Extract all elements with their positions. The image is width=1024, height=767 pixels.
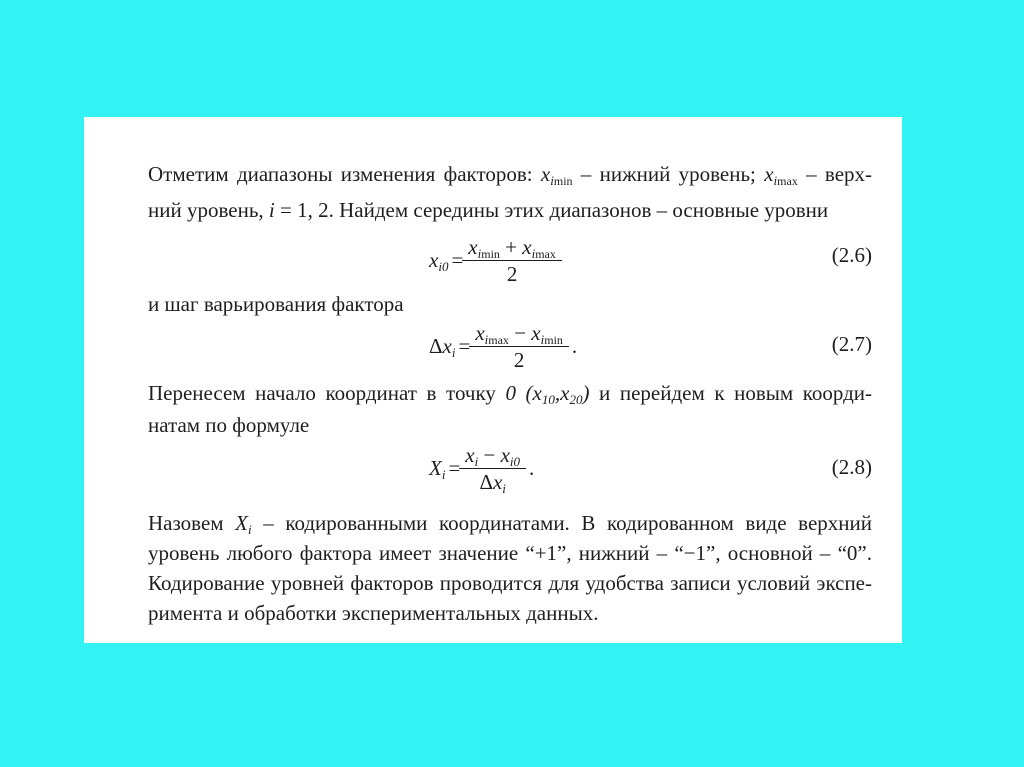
equation-2-7 [429,321,577,372]
text: – кодированными координатами. В кодированном виде верхний [263,511,872,535]
text: Перенесем начало координат в точку [148,381,496,405]
text: – верх- [806,162,873,186]
text: и перейдем к новым коорди- [599,381,873,405]
fraction [462,443,523,494]
i-symbol: i [268,198,275,222]
x-min-symbol: $x_{imin}$ [540,162,573,188]
X-i-symbol: $X_i$ [235,511,252,537]
paragraph-4-line-2: уровень любого фактора имеет значение “+1”, нижний – “−1”, основной – “0”. [148,541,872,565]
equals-sign: = [448,456,461,480]
eq-lhs: $x_{i0}$ [429,248,449,274]
denominator: $\Delta x_i$ [459,468,526,494]
equation-number: (2.6) [831,243,872,267]
equation-number: (2.8) [831,455,872,479]
equation-2-6 [429,235,561,286]
paragraph-2: и шаг варьирования фактора [148,292,404,316]
numerator: $x_{imin} + x_{imax}$ [468,235,556,261]
text: Назовем [148,511,224,535]
point-expression: 0 $(x_{10},x_{20})$ [505,381,590,407]
equals-sign: = [458,334,471,358]
text: = 1, 2. Найдем середины этих диапазонов – основные уровни [280,198,829,222]
fraction [472,321,566,372]
equation-number: (2.7) [831,332,872,356]
paragraph-1-line-1 [148,160,872,188]
numerator: $x_i - x_{i0}$ [465,443,521,469]
x-max-symbol: $x_{imax}$ [764,162,798,188]
equals-sign: = [451,248,464,272]
equation-2-8 [429,443,534,494]
text: Отметим диапазоны изменения факторов: [148,162,533,186]
period: . [529,456,535,480]
eq-lhs: $X_i$ [429,456,446,482]
document-page [84,117,902,643]
eq-lhs: $\Delta x_i$ [429,334,456,360]
paragraph-4-line-4: римента и обработки экспериментальных данных. [148,601,599,625]
paragraph-3-line-2: натам по формуле [148,413,310,437]
denominator: 2 [469,346,569,372]
paragraph-1-line-2 [148,196,828,224]
numerator: $x_{imax} - x_{imin}$ [475,321,563,347]
fraction [465,235,559,286]
paragraph-4-line-1 [148,509,872,537]
period: . [571,334,578,358]
text: ний уровень, [148,198,264,222]
denominator: 2 [462,260,562,286]
text: – нижний уровень; [580,162,756,186]
paragraph-3-line-1 [148,379,872,407]
paragraph-4-line-3: Кодирование уровней факторов проводится для удобства записи условий экспе- [148,571,872,595]
